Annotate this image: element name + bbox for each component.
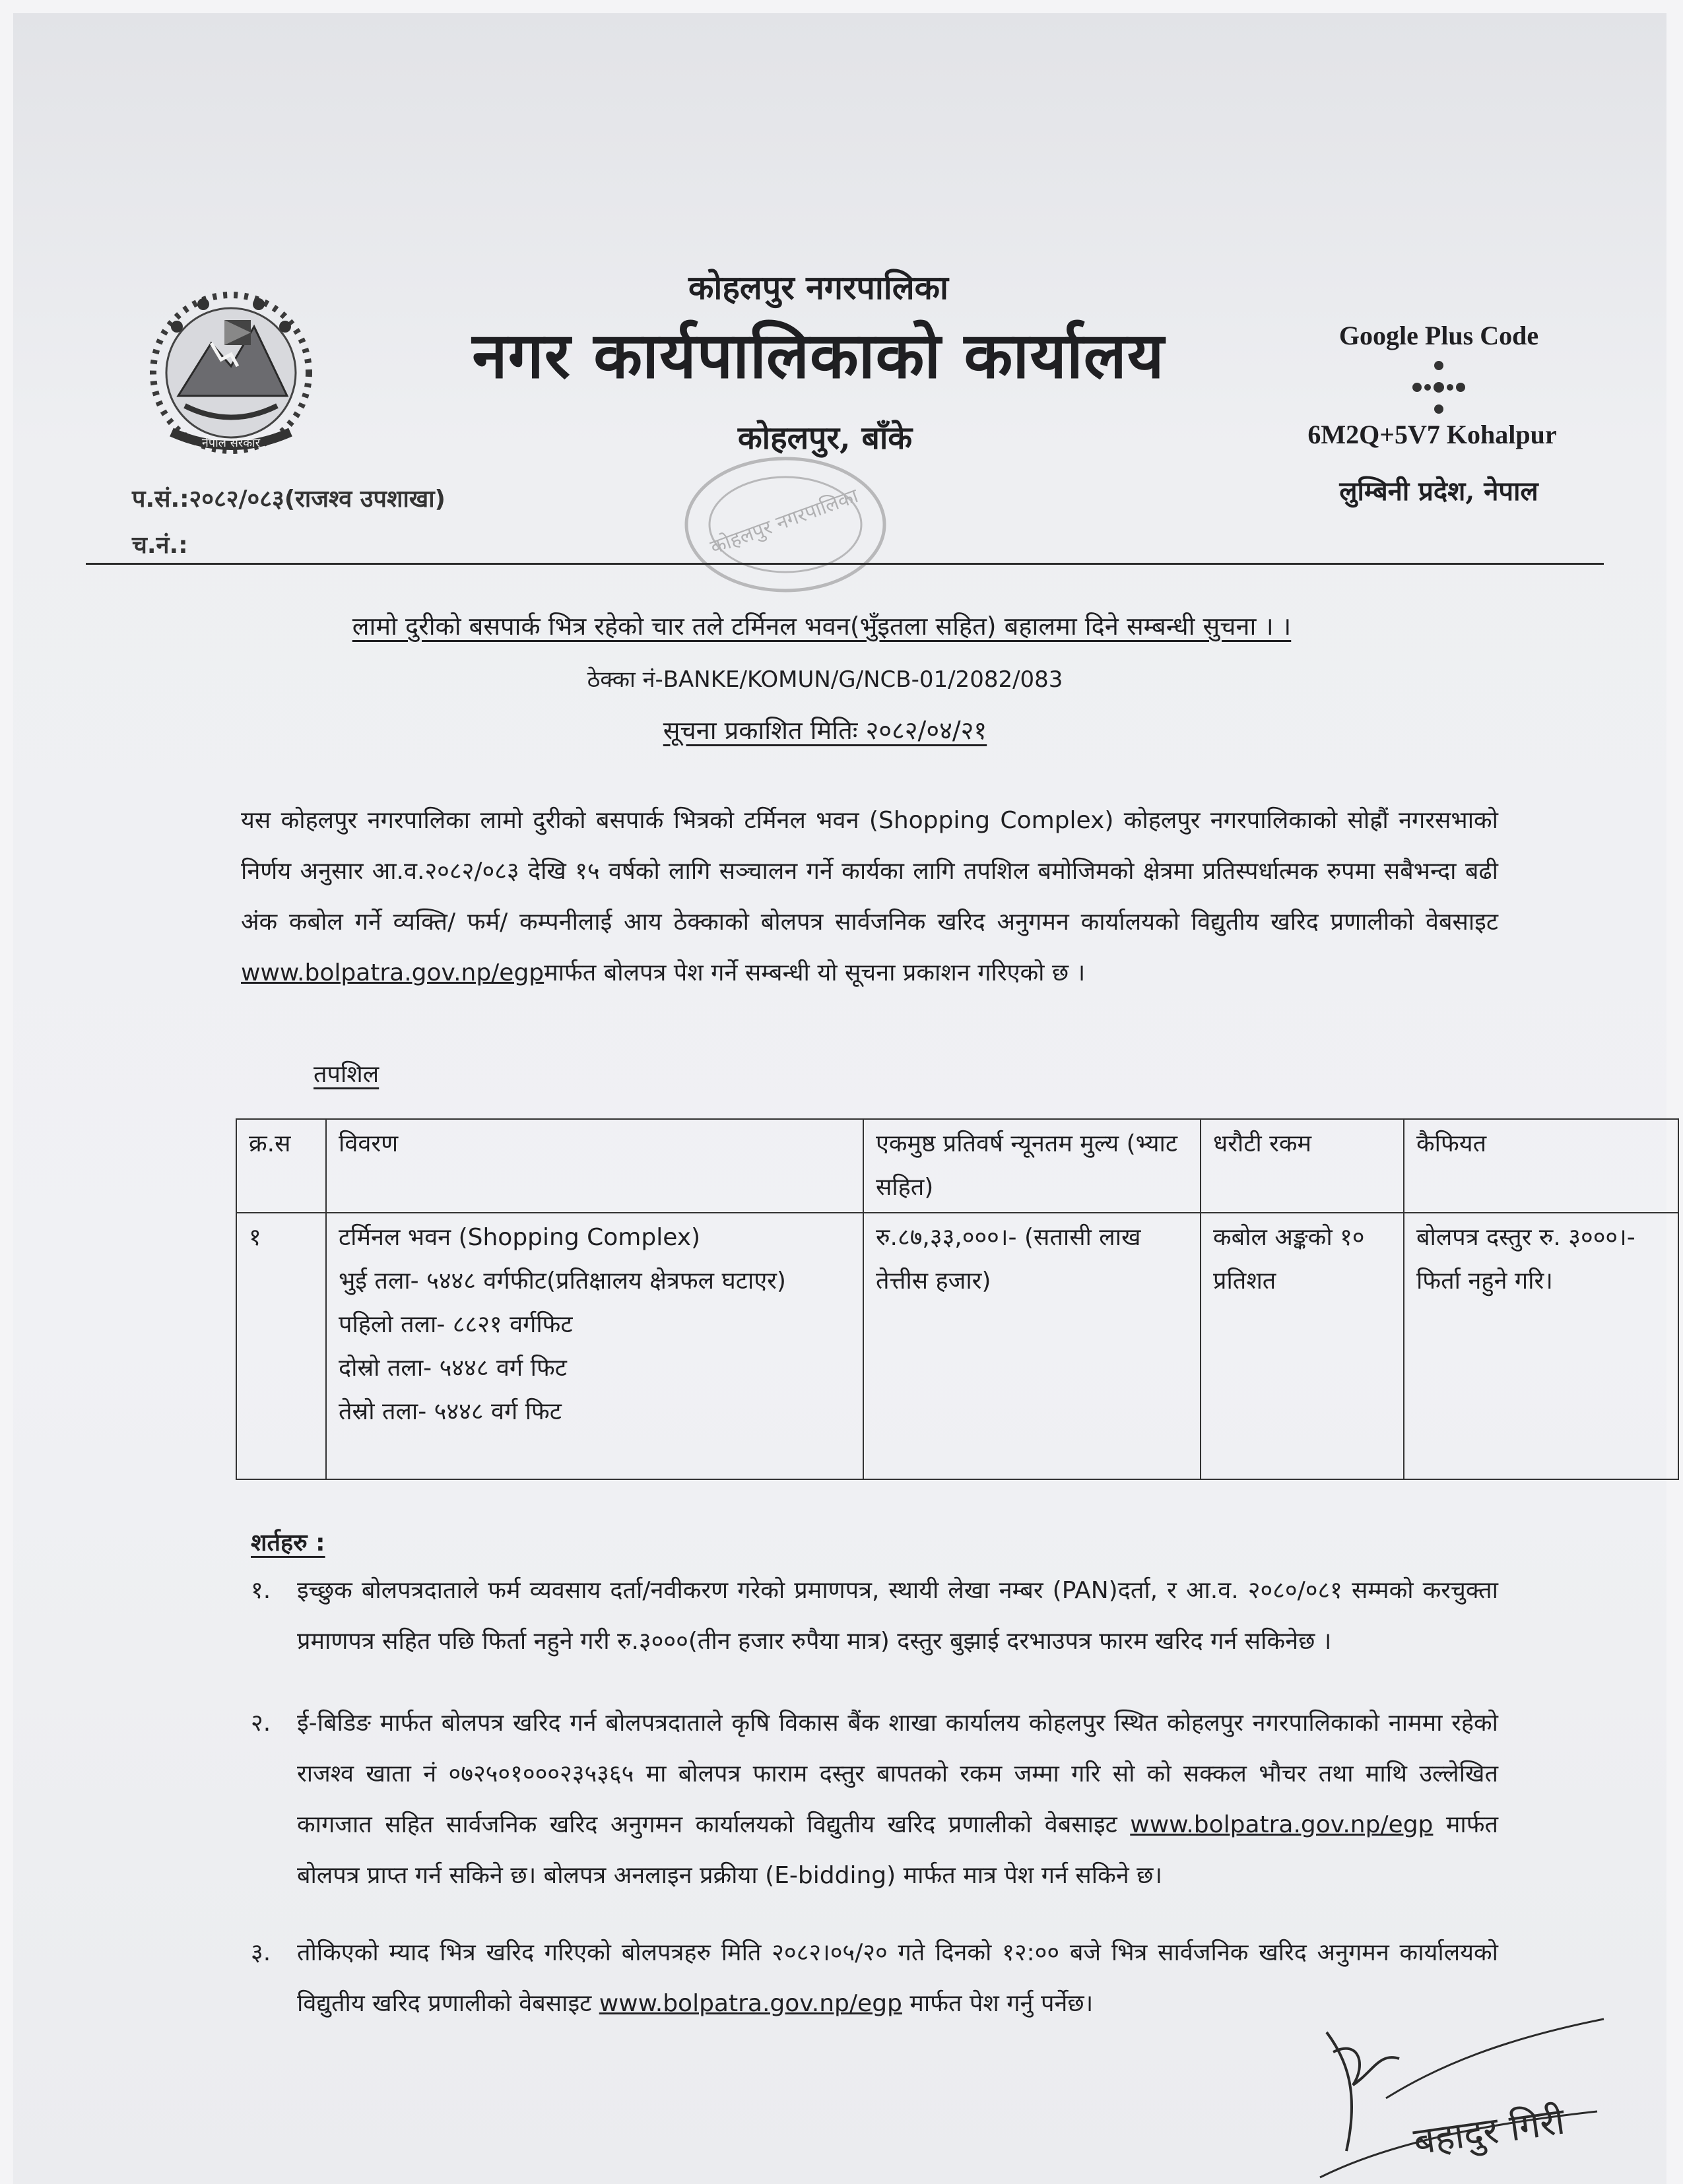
contract-number: ठेक्का नं-BANKE/KOMUN/G/NCB-01/2082/083 [587,666,1063,693]
term-text: इच्छुक बोलपत्रदाताले फर्म व्यवसाय दर्ता/नवीकरण गरेको प्रमाणपत्र, स्थायी लेखा नम्बर (PAN)दर्ता, र आ.व. २०८०/०८१ सम्मको करचुक्ता प्रमाणपत्र सहित पछि फिर्ता नहुने गरी रु.३०००(तीन हजार रुपैया मात्र) दस्तुर बुझाई दरभाउपत्र फारम खरिद गर्न सकिनेछ । [297,1577,1498,1655]
svg-text:बहादुर गिरी: बहादुर गिरी [1410,2100,1568,2164]
term-number: २. [251,1710,271,1737]
notice-body [241,795,1498,998]
term-text-end: मार्फत पेश गर्नु पर्नेछ। [902,1990,1094,2017]
description-line: टर्मिनल भवन (Shopping Complex) [339,1224,701,1251]
header-divider [86,563,1604,565]
term-number: १. [251,1577,271,1604]
description-line: पहिलो तला- ८८२१ वर्गफिट [339,1311,573,1338]
notice-page [13,13,1666,2184]
bolpatra-link[interactable]: www.bolpatra.gov.np/egp [599,1990,902,2017]
col-header-description: विवरण [326,1119,863,1213]
term-item [251,1698,1498,1901]
table-row [236,1213,1678,1479]
bolpatra-link[interactable]: www.bolpatra.gov.np/egp [1130,1811,1434,1838]
published-date: सूचना प्रकाशित मितिः २०८२/०४/२१ [663,716,987,745]
plus-code-icon [1409,358,1468,417]
notice-body-text: यस कोहलपुर नगरपालिका लामो दुरीको बसपार्क भित्रको टर्मिनल भवन (Shopping Complex) कोहलपुर नगरपालिकाको सोह्रौं नगरसभाको निर्णय अनुसार आ.व.२०८२/०८३ देखि १५ वर्षको लागि सञ्चालन गर्ने कार्यका लागि तपशिल बमोजिमको क्षेत्रमा प्रतिस्पर्धात्मक रुपमा सबैभन्दा बढी अंक कबोल गर्ने व्यक्ति/ फर्म/ कम्पनीलाई आय ठेक्काको बोलपत्र सार्वजनिक खरिद अनुगमन कार्यालयको विद्युतीय खरिद प्रणालीको वेबसाइट [241,807,1498,936]
schedule-label: तपशिल [314,1061,380,1088]
cell-price: रु.८७,३३,०००।- (सतासी लाख तेत्तीस हजार) [863,1213,1201,1479]
col-header-deposit: धरौटी रकम [1201,1119,1404,1213]
plus-code: 6M2Q+5V7 Kohalpur [1307,420,1557,449]
dispatch-number: च.नं.: [132,532,188,559]
term-item [251,1565,1498,1667]
province: लुम्बिनी प्रदेश, नेपाल [1339,476,1538,507]
nepal-emblem-icon [132,280,330,472]
col-header-remarks: कैफियत [1404,1119,1678,1213]
description-line: तेस्रो तला- ५४४८ वर्ग फिट [339,1398,562,1425]
office-name: नगर कार्यपालिकाको कार्यालय [472,318,1165,393]
col-header-sn: क्र.स [236,1119,326,1213]
terms-heading: शर्तहरु : [251,1529,325,1557]
description-line: भुई तला- ५४४८ वर्गफीट(प्रतिक्षालय क्षेत्रफल घटाएर) [339,1268,786,1295]
term-text [297,1698,1498,1901]
svg-text:कोहलपुर नगरपालिका: कोहलपुर नगरपालिका [707,484,862,560]
office-location: कोहलपुर, बाँके [737,420,913,457]
schedule-table [236,1118,1679,1480]
notice-body-end: मार्फत बोलपत्र पेश गर्ने सम्बन्धी यो सूचना प्रकाशन गरिएको छ । [544,959,1086,986]
bolpatra-link[interactable]: www.bolpatra.gov.np/egp [241,959,544,986]
office-stamp [647,449,924,600]
term-text-start: तोकिएको म्याद भित्र खरिद गरिएको बोलपत्रहरु मिति २०८२।०५/२० गते दिनको १२:०० बजे भित्र सार्वजनिक खरिद अनुगमन कार्यालयको विद्युतीय खरिद प्रणालीको वेबसाइट [297,1939,1498,2017]
signature [1307,2012,1617,2184]
term-text-start: ई-बिडिङ मार्फत बोलपत्र खरिद गर्न बोलपत्रदाताले कृषि विकास बैंक शाखा कार्यालय कोहलपुर स्थित कोहलपुर नगरपालिकाको नाममा रहेको राजश्व खाता नं ०७२५०१०००२३५३६५ मा बोलपत्र फाराम दस्तुर बापतको रकम जम्मा गरि सो को सक्कल भौचर तथा माथि उल्लेखित कागजात सहित सार्वजनिक खरिद अनुगमन कार्यालयको विद्युतीय खरिद प्रणालीको वेबसाइट [297,1710,1498,1838]
cell-description [326,1213,863,1479]
cell-remarks: बोलपत्र दस्तुर रु. ३०००।- फिर्ता नहुने गरि। [1404,1213,1678,1479]
municipality-name: कोहलपुर नगरपालिका [688,268,948,307]
notice-title: लामो दुरीको बसपार्क भित्र रहेको चार तले टर्मिनल भवन(भुँइतला सहित) बहालमा दिने सम्बन्धी सुचना । । [352,612,1292,641]
description-line: दोस्रो तला- ५४४८ वर्ग फिट [339,1355,567,1382]
term-text-end: मार्फत बोलपत्र प्राप्त गर्न सकिने छ। बोलपत्र अनलाइन प्रक्रीया (E-bidding) मार्फत मात्र पेश गर्न सकिने छ। [297,1811,1499,1889]
col-header-price: एकमुष्ठ प्रतिवर्ष न्यूनतम मुल्य (भ्याट सहित) [863,1119,1201,1213]
reference-number: प.सं.:२०८२/०८३(राजश्व उपशाखा) [132,486,446,513]
table-header-row [236,1119,1678,1213]
cell-deposit: कबोल अङ्कको १० प्रतिशत [1201,1213,1404,1479]
cell-sn: १ [236,1213,326,1479]
svg-text:नेपाल सरकार: नेपाल सरकार [201,436,261,450]
term-number: ३. [251,1939,271,1966]
plus-code-label: Google Plus Code [1338,321,1539,350]
